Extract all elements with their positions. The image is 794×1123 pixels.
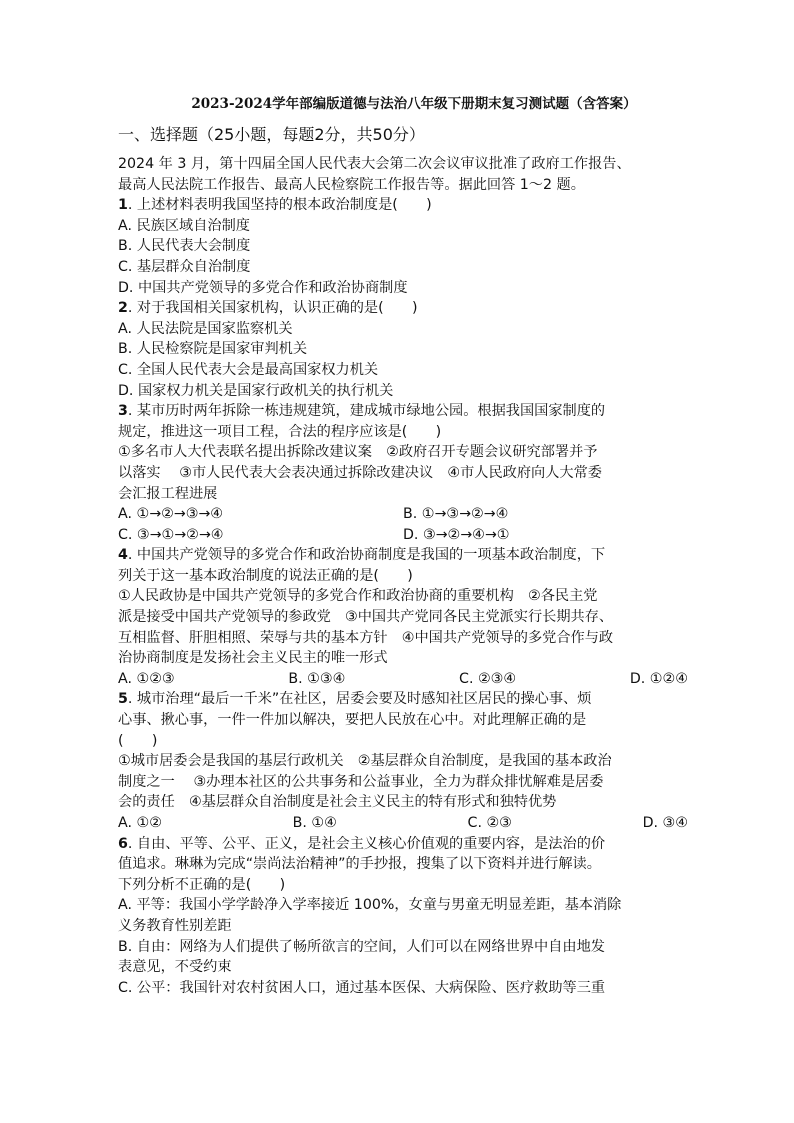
option-a-continued: 义务教育性别差距 — [118, 917, 232, 934]
question-text — [118, 401, 688, 422]
option-c: C. 公平：我国针对农村贫困人口，通过基本医保、大病保险、医疗救助等三重 — [118, 979, 606, 996]
question-text — [118, 545, 688, 566]
option-row — [118, 669, 688, 690]
question-prompt: . 某市历时两年拆除一栋违规建筑，建成城市绿地公园。根据我国国家制度的 — [127, 403, 606, 420]
option-c: C. ③→①→②→④ — [118, 526, 224, 543]
question-number: 1 — [118, 197, 128, 214]
question-prompt: . 中国共产党领导的多党合作和政治协商制度是我国的一项基本政治制度，下 — [127, 547, 606, 564]
option-b: B. ①→③→②→④ — [403, 506, 509, 523]
statement-line: ①人民政协是中国共产党领导的多党合作和政治协商的重要机构 ②各民主党 — [118, 588, 598, 605]
option-a: A. ①②③ — [118, 670, 175, 687]
option-c: C. 全国人民代表大会是最高国家权力机关 — [118, 361, 379, 378]
option-b: B. ①③④ — [288, 670, 346, 687]
statement-line: ①多名市人大代表联名提出拆除改建议案 ②政府召开专题会议研究部署并予 — [118, 444, 598, 461]
question-text: 下列分析不正确的是( ) — [118, 876, 286, 893]
option-a: A. 平等：我国小学学龄净入学率接近 100%，女童与男童无明显差距，基本消除 — [118, 897, 622, 914]
question-prompt: . 自由、平等、公平、正义，是社会主义核心价值观的重要内容，是法治的价 — [127, 835, 606, 852]
question-text — [118, 195, 688, 216]
option-row — [118, 504, 688, 525]
question-number: 2 — [118, 300, 128, 317]
question-text — [118, 689, 688, 710]
question-1 — [118, 195, 688, 298]
statement-line: 制度之一 ③办理本社区的公共事务和公益事业，全力为群众排忧解难是居委 — [118, 773, 604, 790]
question-2 — [118, 298, 688, 401]
question-text — [118, 834, 688, 855]
question-prompt: . 城市治理“最后一千米”在社区，居委会要及时感知社区居民的操心事、烦 — [127, 691, 592, 708]
option-a: A. 民族区域自治制度 — [118, 217, 250, 234]
stem-line: 2024 年 3 月，第十四届全国人民代表大会第二次会议审议批准了政府工作报告、 — [118, 156, 631, 172]
section-heading: 一、选择题（25小题，每题2分，共50分） — [118, 125, 425, 144]
question-text: 心事、揪心事，一件一件加以解决，要把人民放在心中。对此理解正确的是 — [118, 712, 587, 729]
question-text: ( ) — [118, 732, 158, 749]
question-3 — [118, 401, 688, 545]
question-number: 3 — [118, 403, 128, 420]
option-b: B. 自由：网络为人们提供了畅所欲言的空间，人们可以在网络世界中自由地发 — [118, 938, 605, 955]
option-a: A. ①② — [118, 815, 162, 831]
document-title: 2023-2024学年部编版道德与法治八年级下册期末复习测试题（含答案） — [191, 96, 637, 112]
option-d: D. 中国共产党领导的多党合作和政治协商制度 — [118, 279, 408, 296]
option-b: B. 人民检察院是国家审判机关 — [118, 341, 308, 358]
question-stem — [118, 154, 688, 195]
document-content — [118, 94, 688, 998]
question-prompt: . 上述材料表明我国坚持的根本政治制度是( ) — [127, 197, 432, 214]
statement-line: 互相监督、肝胆相照、荣辱与共的基本方针 ④中国共产党领导的多党合作与政 — [118, 629, 614, 646]
option-b-continued: 表意见，不受约束 — [118, 959, 232, 976]
statement-line: 会的责任 ④基层群众自治制度是社会主义民主的特有形式和独特优势 — [118, 794, 557, 811]
question-text: 值追求。琳琳为完成“崇尚法治精神”的手抄报，搜集了以下资料并进行解读。 — [118, 856, 601, 873]
option-row — [118, 525, 688, 546]
option-d: D. 国家权力机关是国家行政机关的执行机关 — [118, 382, 394, 399]
question-4 — [118, 545, 688, 689]
option-d: D. ③④ — [642, 815, 688, 831]
option-a: A. 人民法院是国家监察机关 — [118, 320, 293, 337]
option-a: A. ①→②→③→④ — [118, 506, 224, 523]
question-number: 6 — [118, 835, 128, 852]
option-b: B. ①④ — [292, 815, 337, 831]
statement-line: 会汇报工程进展 — [118, 485, 218, 502]
question-5 — [118, 689, 688, 833]
stem-line: 最高人民法院工作报告、最高人民检察院工作报告等。据此回答 1～2 题。 — [118, 176, 585, 193]
question-text: 列关于这一基本政治制度的说法正确的是( ) — [118, 567, 413, 584]
option-c: C. ②③ — [467, 815, 512, 831]
question-text: 规定，推进这一项目工程，合法的程序应该是( ) — [118, 423, 442, 440]
option-c: C. 基层群众自治制度 — [118, 258, 251, 275]
statement-line: 治协商制度是发扬社会主义民主的唯一形式 — [118, 650, 388, 667]
option-d: D. ③→②→④→① — [403, 526, 510, 543]
option-c: C. ②③④ — [459, 670, 517, 687]
option-b: B. 人民代表大会制度 — [118, 238, 251, 255]
statement-line: 以落实 ③市人民代表大会表决通过拆除改建决议 ④市人民政府向人大常委 — [118, 464, 602, 481]
question-text — [118, 298, 688, 319]
question-prompt: . 对于我国相关国家机构，认识正确的是( ) — [127, 300, 418, 317]
question-number: 5 — [118, 691, 128, 708]
question-number: 4 — [118, 547, 128, 564]
option-d: D. ①②④ — [629, 670, 688, 687]
question-6 — [118, 834, 688, 999]
option-row — [118, 813, 688, 834]
statement-line: ①城市居委会是我国的基层行政机关 ②基层群众自治制度，是我国的基本政治 — [118, 753, 612, 770]
statement-line: 派是接受中国共产党领导的参政党 ③中国共产党同各民主党派实行长期共存、 — [118, 609, 614, 626]
